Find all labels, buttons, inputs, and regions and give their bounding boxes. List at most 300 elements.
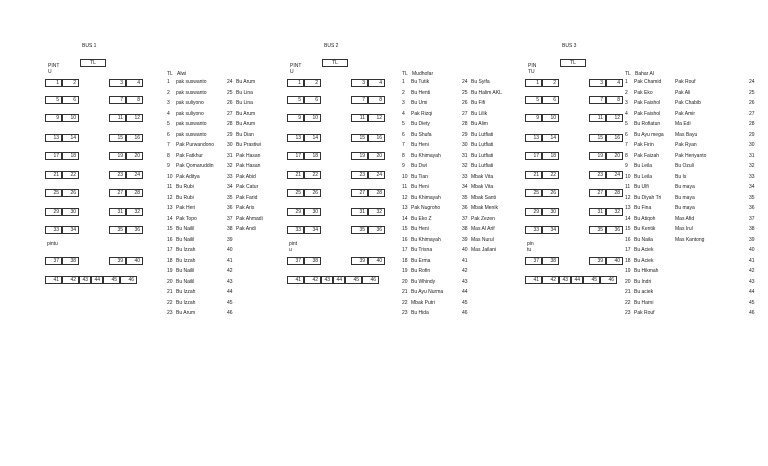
seat-back-row[interactable]: 44 <box>571 276 583 284</box>
passenger-name: pak suswanto <box>176 79 207 85</box>
passenger-row <box>462 277 502 288</box>
seat[interactable]: 4 <box>606 79 623 87</box>
seat-number: 42 <box>462 268 468 274</box>
seat-number: 27 <box>462 110 468 117</box>
passenger-name: Bu maya <box>675 184 695 190</box>
seat[interactable]: 8 <box>606 96 623 104</box>
seat[interactable]: 10 <box>542 114 559 122</box>
seat[interactable]: 31 <box>351 208 368 216</box>
seat-number: 17 <box>167 247 173 253</box>
seat[interactable]: 37 <box>45 257 62 265</box>
passenger-name: Pak Faishol <box>634 110 661 117</box>
passenger-row <box>227 256 263 267</box>
passenger-name: Bu Fina <box>634 205 652 211</box>
passenger-name: Bu Rubi <box>176 194 194 201</box>
seat[interactable]: 34 <box>304 226 321 234</box>
passenger-name: Pak Purwandono <box>176 142 215 148</box>
seat-number: 1 <box>402 79 405 85</box>
seat-back-row[interactable]: 42 <box>542 276 559 284</box>
seat[interactable]: 25 <box>287 189 304 197</box>
seat[interactable]: 31 <box>589 208 606 216</box>
seat[interactable]: 3 <box>351 79 368 87</box>
seat[interactable]: 37 <box>287 257 304 265</box>
seat-number: 4 <box>167 110 170 117</box>
passenger-row <box>462 119 502 130</box>
seat-number: 23 <box>402 310 408 316</box>
seat-number: 23 <box>625 310 631 316</box>
passenger-row <box>625 182 664 193</box>
passenger-name: Bu Ayu Nurma <box>411 289 444 295</box>
seat[interactable]: 32 <box>368 208 385 216</box>
passenger-row <box>402 182 443 193</box>
passenger-name: Bu Lilik <box>471 110 488 117</box>
seat[interactable]: 12 <box>126 114 143 122</box>
door-label-top: PINT <box>48 63 60 69</box>
seat[interactable]: 1 <box>45 79 62 87</box>
seat-number: 31 <box>462 152 468 159</box>
seat[interactable]: 29 <box>287 208 304 216</box>
seat-number: 36 <box>749 205 755 211</box>
passenger-name: Bu Hikmah <box>634 268 659 274</box>
seat[interactable]: 7 <box>351 96 368 104</box>
passenger-row <box>227 109 263 120</box>
seat-number: 10 <box>625 173 631 180</box>
passenger-name: Mbak Vita <box>471 184 494 190</box>
passenger-name: Bu Shufa <box>411 131 432 138</box>
passenger-row <box>625 77 664 88</box>
passenger-row <box>625 256 664 267</box>
passenger-name: Bu Lutfiati <box>471 163 494 169</box>
seat-number: 3 <box>402 100 405 106</box>
passenger-row <box>167 287 214 298</box>
seat-back-row[interactable]: 44 <box>91 276 103 284</box>
passenger-row <box>462 235 502 246</box>
passenger-name: Bu Lutfiati <box>471 152 494 159</box>
seat[interactable]: 39 <box>589 257 606 265</box>
seat[interactable]: 1 <box>287 79 304 87</box>
passenger-name: Mbak Vita <box>471 173 494 180</box>
seat[interactable]: 38 <box>62 257 79 265</box>
seat[interactable]: 3 <box>589 79 606 87</box>
seat[interactable]: 8 <box>368 96 385 104</box>
seat-number: 24 <box>462 79 468 85</box>
passenger-row <box>675 140 755 151</box>
seat[interactable]: 9 <box>287 114 304 122</box>
passenger-name: Bu Izzah <box>176 289 196 295</box>
seat[interactable]: 35 <box>589 226 606 234</box>
seat-number: 45 <box>462 299 468 306</box>
passenger-name: Bu Syifa <box>471 79 490 85</box>
seat[interactable]: 33 <box>287 226 304 234</box>
seat-number: 6 <box>402 131 405 138</box>
seat-number: 13 <box>167 205 173 211</box>
seat-number: 41 <box>227 257 233 264</box>
seat-number: 12 <box>167 194 173 201</box>
seat[interactable]: 33 <box>525 226 542 234</box>
passenger-row <box>167 119 214 130</box>
seat-number: 30 <box>749 142 755 148</box>
seat[interactable]: 23 <box>109 171 126 179</box>
seat-number: 40 <box>749 247 755 253</box>
seat[interactable]: 28 <box>606 189 623 197</box>
passenger-name: Bu Khimayah <box>411 152 441 159</box>
passenger-name: Bu maya <box>675 194 695 201</box>
seat[interactable]: 10 <box>62 114 79 122</box>
passenger-name: Bu Heni <box>411 226 429 232</box>
seat-back-row[interactable]: 42 <box>304 276 321 284</box>
passenger-row <box>227 298 263 309</box>
seat[interactable]: 40 <box>368 257 385 265</box>
passenger-row <box>625 119 664 130</box>
passenger-name: Pak Abid <box>236 173 256 180</box>
seat-number: 17 <box>402 247 408 253</box>
seat[interactable]: 24 <box>368 171 385 179</box>
seat[interactable]: 18 <box>62 152 79 160</box>
seat[interactable]: 38 <box>304 257 321 265</box>
passenger-name: pak suliyono <box>176 100 204 106</box>
seat[interactable]: 7 <box>109 96 126 104</box>
seat-number: 44 <box>749 289 755 295</box>
seat-number: 4 <box>402 110 405 117</box>
passenger-name: Bu Izzah <box>176 257 196 264</box>
passenger-row <box>462 224 502 235</box>
seat[interactable]: 13 <box>525 134 542 142</box>
passenger-row <box>625 203 664 214</box>
seat[interactable]: 1 <box>525 79 542 87</box>
seat[interactable]: 24 <box>606 171 623 179</box>
passenger-row <box>402 245 443 256</box>
seat[interactable]: 29 <box>45 208 62 216</box>
seat[interactable]: 37 <box>525 257 542 265</box>
seat-number: 11 <box>402 184 408 190</box>
passenger-name: Mbak Putri <box>411 299 435 306</box>
seat-number: 15 <box>625 226 631 232</box>
seat[interactable]: 16 <box>368 134 385 142</box>
seat[interactable]: 34 <box>542 226 559 234</box>
seat[interactable]: 28 <box>368 189 385 197</box>
seat-back-row[interactable]: 46 <box>362 276 379 284</box>
seat-back-row[interactable]: 45 <box>103 276 120 284</box>
seat-number: 34 <box>462 184 468 190</box>
seat-number: 37 <box>749 215 755 222</box>
passenger-row <box>227 161 263 172</box>
seat-number: 32 <box>462 163 468 169</box>
seat[interactable]: 7 <box>589 96 606 104</box>
seat-number: 18 <box>402 257 408 264</box>
passenger-row <box>227 140 263 151</box>
seat[interactable]: 25 <box>45 189 62 197</box>
seat-number: 21 <box>167 289 173 295</box>
seat[interactable]: 39 <box>351 257 368 265</box>
seat-back-row[interactable]: 41 <box>287 276 304 284</box>
seat[interactable]: 13 <box>45 134 62 142</box>
seat[interactable]: 11 <box>351 114 368 122</box>
seat[interactable]: 27 <box>351 189 368 197</box>
seat-number: 20 <box>167 278 173 285</box>
list-header-name: Mudhofar <box>412 71 434 77</box>
seat[interactable]: 28 <box>126 189 143 197</box>
seat[interactable]: 2 <box>62 79 79 87</box>
passenger-name: Pak Farid <box>236 194 258 201</box>
passenger-name: pak suswanto <box>176 121 207 127</box>
seat-number: 28 <box>462 121 468 127</box>
passenger-row <box>675 203 755 214</box>
seat-number: 5 <box>625 121 628 127</box>
passenger-row <box>167 161 214 172</box>
seat[interactable]: 12 <box>368 114 385 122</box>
passenger-row <box>227 235 263 246</box>
seat-back-row[interactable]: 46 <box>120 276 137 284</box>
seat-number: 1 <box>167 79 170 85</box>
seat[interactable]: 14 <box>304 134 321 142</box>
seat[interactable]: 21 <box>45 171 62 179</box>
passenger-name: Bu Lina <box>236 89 253 96</box>
seat-back-row[interactable]: 41 <box>45 276 62 284</box>
seat[interactable]: 21 <box>287 171 304 179</box>
seat-number: 24 <box>227 79 233 85</box>
passenger-row <box>402 224 443 235</box>
seat-back-row[interactable]: 44 <box>333 276 345 284</box>
seat[interactable]: 20 <box>368 152 385 160</box>
seat[interactable]: 21 <box>525 171 542 179</box>
passenger-name: Pak Ali <box>675 89 691 96</box>
seat[interactable]: 15 <box>109 134 126 142</box>
seat[interactable]: 31 <box>109 208 126 216</box>
passenger-row <box>675 77 755 88</box>
seat-number: 43 <box>462 278 468 285</box>
passenger-name: Bu Diety <box>411 121 430 127</box>
seat[interactable]: 35 <box>351 226 368 234</box>
seat[interactable]: 14 <box>542 134 559 142</box>
passenger-name: Bu Nailil <box>176 226 195 232</box>
seat[interactable]: 16 <box>126 134 143 142</box>
seat-number: 7 <box>167 142 170 148</box>
passenger-name: Bu Arum <box>236 79 256 85</box>
seat[interactable]: 19 <box>351 152 368 160</box>
seat[interactable]: 30 <box>542 208 559 216</box>
seat[interactable]: 16 <box>606 134 623 142</box>
seat-back-row[interactable]: 43 <box>79 276 91 284</box>
seat[interactable]: 6 <box>542 96 559 104</box>
seat-back-row[interactable]: 46 <box>600 276 617 284</box>
seat-number: 14 <box>402 215 408 222</box>
seat-number: 10 <box>167 173 173 180</box>
seat-number: 43 <box>749 278 755 285</box>
passenger-row <box>462 203 502 214</box>
passenger-name: Mas Kantong <box>675 236 705 243</box>
seat-back-row[interactable]: 45 <box>345 276 362 284</box>
seat[interactable]: 18 <box>542 152 559 160</box>
seat[interactable]: 6 <box>62 96 79 104</box>
seat[interactable]: 17 <box>287 152 304 160</box>
seat[interactable]: 5 <box>287 96 304 104</box>
seat[interactable]: 9 <box>525 114 542 122</box>
seat[interactable]: 19 <box>589 152 606 160</box>
seat-back-row[interactable]: 42 <box>62 276 79 284</box>
seat-number: 5 <box>167 121 170 127</box>
passenger-row <box>167 130 214 141</box>
seat[interactable]: 9 <box>45 114 62 122</box>
seat[interactable]: 20 <box>606 152 623 160</box>
seat[interactable]: 5 <box>45 96 62 104</box>
seat[interactable]: 22 <box>542 171 559 179</box>
seat[interactable]: 14 <box>62 134 79 142</box>
seat[interactable]: 6 <box>304 96 321 104</box>
door-label-top: PINT <box>290 63 302 69</box>
seat[interactable]: 22 <box>62 171 79 179</box>
seat[interactable]: 17 <box>45 152 62 160</box>
seat[interactable]: 40 <box>606 257 623 265</box>
seat[interactable]: 26 <box>62 189 79 197</box>
passenger-row <box>402 161 443 172</box>
seat[interactable]: 36 <box>606 226 623 234</box>
seat[interactable]: 22 <box>304 171 321 179</box>
passenger-name: Bu Trisna <box>411 247 433 253</box>
seat[interactable]: 15 <box>589 134 606 142</box>
seat[interactable]: 20 <box>126 152 143 160</box>
passenger-name: Pak Faishol <box>634 100 661 106</box>
passenger-row <box>462 182 502 193</box>
passenger-row <box>167 256 214 267</box>
passenger-name: Bu aciek <box>634 289 654 295</box>
seat-number: 42 <box>749 268 755 274</box>
seat[interactable]: 15 <box>351 134 368 142</box>
seat[interactable]: 18 <box>304 152 321 160</box>
passenger-row <box>675 172 755 183</box>
passenger-row <box>167 224 214 235</box>
seat[interactable]: 38 <box>542 257 559 265</box>
seat[interactable]: 25 <box>525 189 542 197</box>
passenger-name: Bu Lutfiati <box>471 131 494 138</box>
seat[interactable]: 27 <box>589 189 606 197</box>
passenger-row <box>167 98 214 109</box>
seat[interactable]: 27 <box>109 189 126 197</box>
seat[interactable]: 40 <box>126 257 143 265</box>
passenger-name: Mas Jailani <box>471 247 497 253</box>
passenger-row <box>625 277 664 288</box>
passenger-row <box>227 287 263 298</box>
passenger-name: Bu Prastiwi <box>236 142 262 148</box>
seat[interactable]: 39 <box>109 257 126 265</box>
seat-number: 6 <box>625 131 628 138</box>
passenger-row <box>167 182 214 193</box>
seat-number: 38 <box>227 226 233 232</box>
seat-number: 45 <box>749 299 755 306</box>
passenger-name: Pak Heri <box>176 205 196 211</box>
passenger-row <box>167 77 214 88</box>
seat[interactable]: 4 <box>126 79 143 87</box>
seat[interactable]: 34 <box>62 226 79 234</box>
bus-title: BUS 1 <box>82 43 97 49</box>
passenger-row <box>167 298 214 309</box>
seat-number: 38 <box>462 226 468 232</box>
seat-back-row[interactable]: 41 <box>525 276 542 284</box>
seat-number: 9 <box>402 163 405 169</box>
seat[interactable]: 23 <box>351 171 368 179</box>
seat[interactable]: 32 <box>126 208 143 216</box>
passenger-row <box>402 172 443 183</box>
seat-number: 7 <box>402 142 405 148</box>
passenger-row <box>227 277 263 288</box>
seat-number: 46 <box>227 310 233 316</box>
seat[interactable]: 11 <box>109 114 126 122</box>
passenger-row <box>402 88 443 99</box>
seat[interactable]: 35 <box>109 226 126 234</box>
door-label-bottom-2: u <box>289 247 292 253</box>
passenger-row <box>167 109 214 120</box>
seat[interactable]: 4 <box>368 79 385 87</box>
passenger-row <box>462 98 502 109</box>
passenger-row <box>721 308 755 319</box>
passenger-row <box>227 214 263 225</box>
passenger-name: Bu Arum <box>236 110 256 117</box>
passenger-row <box>675 109 755 120</box>
seat[interactable]: 26 <box>542 189 559 197</box>
seat[interactable]: 11 <box>589 114 606 122</box>
seat[interactable]: 29 <box>525 208 542 216</box>
seat-number: 28 <box>749 121 755 127</box>
seat[interactable]: 2 <box>542 79 559 87</box>
seat[interactable]: 13 <box>287 134 304 142</box>
seat[interactable]: 8 <box>126 96 143 104</box>
passenger-row <box>721 277 755 288</box>
seat[interactable]: 26 <box>304 189 321 197</box>
passenger-list-left <box>167 77 214 319</box>
seat[interactable]: 33 <box>45 226 62 234</box>
passenger-name: Bu Rofiatun <box>634 121 661 127</box>
seat-number: 16 <box>402 236 408 243</box>
seat[interactable]: 12 <box>606 114 623 122</box>
passenger-name: Bu Whindy <box>411 278 436 285</box>
seat-number: 25 <box>462 89 468 96</box>
seat-number: 42 <box>227 268 233 274</box>
passenger-name: Bu Arum <box>176 310 196 316</box>
seat-number: 21 <box>402 289 408 295</box>
tour-leader-seat: TL <box>80 59 106 67</box>
seat[interactable]: 17 <box>525 152 542 160</box>
passenger-row <box>675 119 755 130</box>
seat[interactable]: 3 <box>109 79 126 87</box>
passenger-row <box>625 151 664 162</box>
passenger-row <box>462 130 502 141</box>
passenger-name: Pak Qomaruddin <box>176 163 214 169</box>
seat[interactable]: 2 <box>304 79 321 87</box>
seat-back-row[interactable]: 43 <box>559 276 571 284</box>
passenger-name: Bu Nailil <box>176 278 195 285</box>
seat[interactable]: 23 <box>589 171 606 179</box>
seat-back-row[interactable]: 45 <box>583 276 600 284</box>
seat-back-row[interactable]: 43 <box>321 276 333 284</box>
seat-number: 12 <box>402 194 408 201</box>
passenger-name: Bu Dwi <box>411 163 427 169</box>
seat[interactable]: 36 <box>126 226 143 234</box>
passenger-name: Bu Indri <box>634 278 652 285</box>
seat-number: 31 <box>749 152 755 159</box>
seat-number: 33 <box>227 173 233 180</box>
seat-number: 26 <box>227 100 233 106</box>
seat[interactable]: 32 <box>606 208 623 216</box>
seat[interactable]: 30 <box>304 208 321 216</box>
seat[interactable]: 10 <box>304 114 321 122</box>
seat[interactable]: 36 <box>368 226 385 234</box>
seat[interactable]: 19 <box>109 152 126 160</box>
passenger-name: Pak Ahmadi <box>236 215 263 222</box>
seat[interactable]: 24 <box>126 171 143 179</box>
passenger-name: Bu Umi <box>411 100 428 106</box>
seat[interactable]: 30 <box>62 208 79 216</box>
passenger-row <box>625 88 664 99</box>
seat[interactable]: 5 <box>525 96 542 104</box>
